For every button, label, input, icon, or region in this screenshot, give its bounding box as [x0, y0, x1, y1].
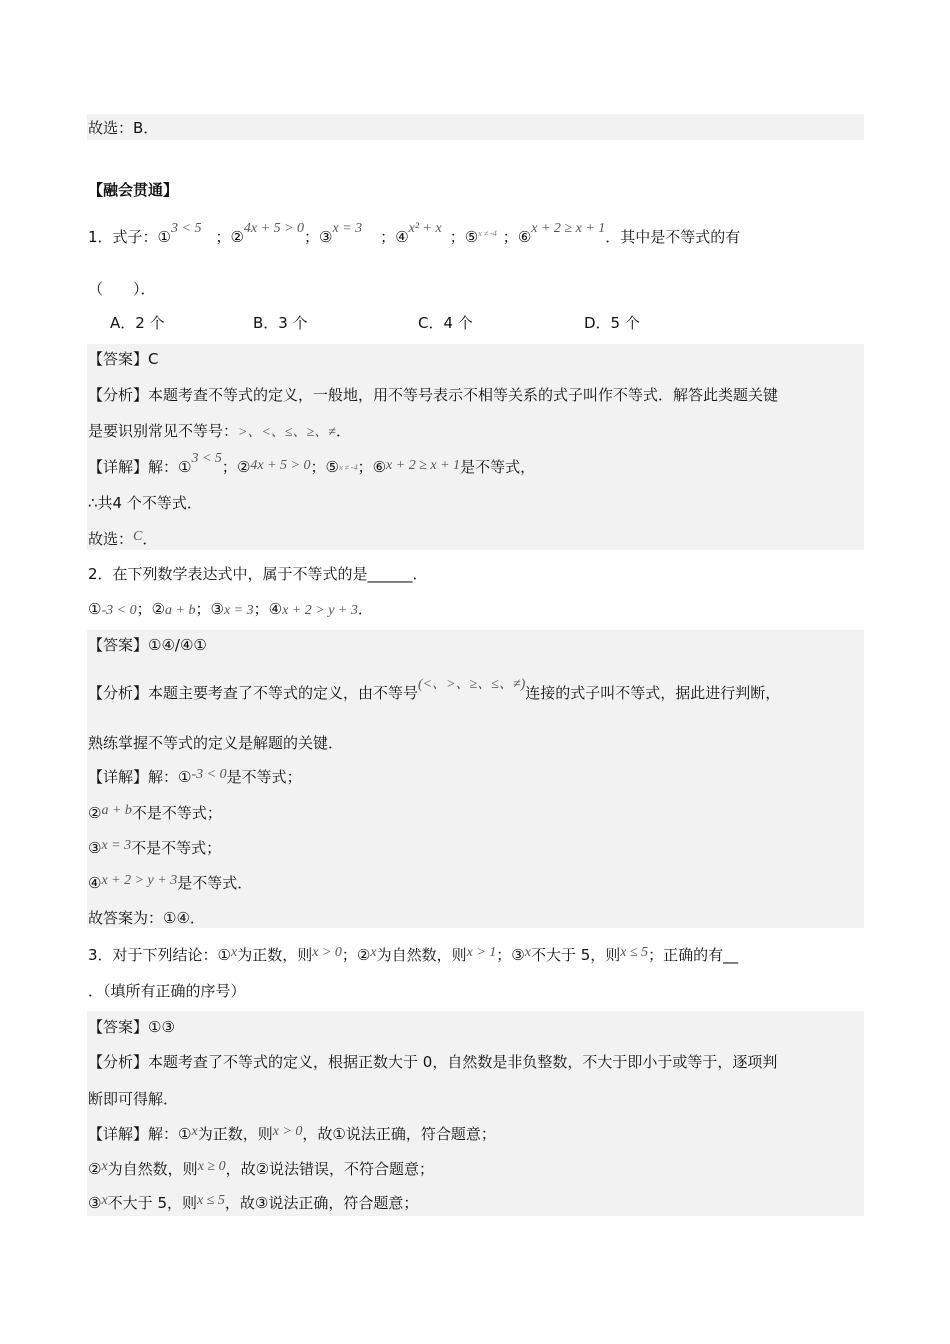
q1-marker-4: ④: [395, 228, 409, 246]
q3-stem-x3: x: [524, 945, 531, 960]
q1-option-a: A．2 个: [110, 314, 165, 332]
q2-expr-2: a + b: [165, 603, 196, 618]
q2-detail-marker-3: ③: [88, 839, 102, 857]
q2-detail-marker-4: ④: [88, 874, 102, 892]
q1-detail-expr-5: x ≠ -4: [338, 463, 358, 472]
q1-detail: [88, 451, 536, 481]
q1-answer: 【答案】C: [88, 350, 159, 368]
q2-detail-label: 【详解】解：: [88, 768, 179, 786]
q1-detail-sep-1: ；: [221, 458, 237, 476]
q1-detail-marker-5: ⑤: [325, 458, 339, 476]
q2-expr-4: x + 2 > y + 3: [282, 603, 358, 618]
q2-analysis-text: 【分析】本题主要考查了不等式的定义，由不等号: [88, 684, 419, 702]
q3-detail-label: 【详解】解：: [88, 1125, 179, 1143]
q2-detail-4: [88, 872, 252, 896]
q1-suffix: ．其中是不等式的有: [605, 228, 741, 246]
q3-detail-x3: x: [101, 1193, 108, 1208]
q1-expr-3: x = 3: [332, 221, 363, 236]
q1-expr-5: x ≠ -4: [478, 229, 497, 238]
q1-prefix: 1．式子：: [88, 228, 158, 246]
q2-sep-2: ；: [195, 600, 211, 618]
answer-block-q3: [87, 1011, 864, 1216]
q2-marker-3: ③: [210, 600, 224, 618]
prev-choose: 故选：B．: [88, 119, 159, 137]
q2-period: ．: [357, 600, 373, 618]
q3-detail-b1: 为正数，则: [197, 1125, 273, 1143]
q1-analysis-line2: [88, 420, 351, 444]
q2-detail-tail-3: 不是不等式；: [131, 839, 222, 857]
q2-marker-1: ①: [88, 600, 102, 618]
q3-stem-f: 不大于 5，则: [530, 946, 621, 964]
q3-detail-marker-3: ③: [88, 1194, 102, 1212]
q3-stem-line2: ．（填所有正确的序号）: [88, 982, 246, 1000]
q3-stem-a: 3．对于下列结论：①: [88, 946, 231, 964]
q3-stem-e: ；③: [496, 946, 525, 964]
q2-sep-1: ；: [136, 600, 152, 618]
q1-sep-4: ；: [449, 228, 465, 246]
q3-detail-ge0: x ≥ 0: [197, 1159, 226, 1174]
q2-detail-expr-2: a + b: [101, 803, 132, 818]
q2-analysis-line2: 熟练掌握不等式的定义是解题的关键．: [88, 734, 344, 752]
q2-analysis-line1: [88, 677, 781, 706]
q2-answer: 【答案】①④/④①: [88, 636, 207, 654]
q3-detail-tail-1: ，故①说法正确，符合题意；: [302, 1125, 496, 1143]
q2-detail-expr-4: x + 2 > y + 3: [101, 873, 178, 888]
q3-stem-gt0: x > 0: [312, 945, 342, 960]
q2-expr-1: -3 < 0: [101, 603, 137, 618]
q1-sep-3: ；: [380, 228, 396, 246]
q3-detail-le5: x ≤ 5: [196, 1193, 225, 1208]
q3-stem-x2: x: [370, 945, 377, 960]
q1-analysis-period: ．: [335, 422, 351, 440]
q1-detail-marker-2: ②: [236, 458, 251, 476]
q1-paren: （ ）．: [88, 280, 156, 298]
q2-marker-4: ④: [268, 600, 283, 618]
q3-detail-tail-3: ，故③说法正确，符合题意；: [224, 1194, 419, 1212]
q1-detail-label: 【详解】解：: [88, 458, 179, 476]
q2-stem: 2．在下列数学表达式中，属于不等式的是______．: [88, 565, 428, 583]
answer-block-prev: [87, 114, 864, 140]
q1-marker-6: ⑥: [517, 228, 532, 246]
q1-stem: [88, 221, 741, 251]
q1-choose-period: ．: [142, 530, 158, 548]
q1-detail-marker-1: ①: [178, 458, 192, 476]
q3-detail-x2: x: [101, 1159, 108, 1174]
answer-block-q1: [87, 344, 864, 550]
q3-detail-marker-1: ①: [178, 1125, 192, 1143]
q1-choose: [88, 528, 157, 552]
q1-choose-label: 故选：: [88, 530, 134, 548]
q3-stem-c: ；②: [341, 946, 371, 964]
q2-final: 故答案为：①④．: [88, 909, 205, 927]
q1-detail-sep-2: ；: [310, 458, 326, 476]
section-title: 【融会贯通】: [88, 181, 179, 199]
q3-detail-x1: x: [191, 1124, 198, 1139]
q1-expr-1: 3 < 5: [171, 221, 202, 236]
q2-detail-3: [88, 837, 221, 861]
q1-detail-expr-1: 3 < 5: [191, 451, 222, 466]
q2-analysis-tail: 连接的式子叫不等式，据此进行判断，: [525, 684, 781, 702]
q1-expr-2: 4x + 5 > 0: [243, 221, 305, 236]
q3-detail-2: [88, 1158, 434, 1182]
q1-analysis-line1: 【分析】本题考查不等式的定义，一般地，用不等号表示不相等关系的式子叫作不等式．解答此类题关键: [88, 386, 779, 404]
q2-detail-expr-1: -3 < 0: [191, 767, 227, 782]
q2-detail-tail-4: 是不等式．: [177, 874, 253, 892]
q2-detail-marker-2: ②: [88, 804, 102, 822]
q1-detail-sep-3: ；: [357, 458, 373, 476]
q1-sep-5: ；: [502, 228, 518, 246]
q2-marker-2: ②: [151, 600, 166, 618]
q1-option-d: D．5 个: [584, 314, 640, 332]
q1-marker-3: ③: [319, 228, 333, 246]
q3-detail-marker-2: ②: [88, 1160, 102, 1178]
q3-detail-1: [88, 1123, 496, 1147]
q1-analysis-text: 是要识别常见不等号：: [88, 422, 239, 440]
q1-sep-2: ；: [304, 228, 320, 246]
q1-option-c: C．4 个: [418, 314, 473, 332]
q1-expr-6: x + 2 ≥ x + 1: [531, 221, 606, 236]
q2-detail-tail-1: 是不等式；: [226, 768, 302, 786]
q3-analysis-line1: 【分析】本题考查了不等式的定义，根据正数大于 0，自然数是非负整数，不大于即小于或等于，逐项判: [88, 1053, 778, 1071]
q1-detail-expr-2: 4x + 5 > 0: [250, 458, 311, 473]
q3-stem-d: 为自然数，则: [376, 946, 467, 964]
q1-sep-1: ；: [215, 228, 231, 246]
q1-count: ∴共4 个不等式．: [88, 494, 202, 512]
q3-detail-f3: 不大于 5，则: [107, 1194, 197, 1212]
q2-detail-tail-2: 不是不等式；: [131, 804, 222, 822]
q3-stem-g: ；正确的有__: [648, 946, 739, 964]
q2-inequality-signs: (<、>、≥、≤、≠): [418, 677, 526, 692]
q3-detail-d2: 为自然数，则: [107, 1160, 198, 1178]
q2-expressions: [88, 598, 373, 622]
q1-inequality-signs: >、<、≤、≥、≠: [238, 425, 336, 440]
q1-detail-marker-6: ⑥: [372, 458, 387, 476]
q3-stem-x1: x: [231, 945, 238, 960]
q1-marker-1: ①: [157, 228, 171, 246]
q2-detail-2: [88, 802, 222, 826]
q1-detail-tail: 是不等式，: [460, 458, 536, 476]
q1-marker-5: ⑤: [464, 228, 479, 246]
q3-answer: 【答案】①③: [88, 1018, 175, 1036]
q1-marker-2: ②: [230, 228, 244, 246]
q3-stem-gt1: x > 1: [466, 945, 497, 960]
q2-detail-marker-1: ①: [178, 768, 192, 786]
q3-detail-gt0: x > 0: [272, 1124, 303, 1139]
q2-detail-1: [88, 766, 302, 790]
q1-option-b: B．3 个: [253, 314, 308, 332]
q2-expr-3: x = 3: [223, 603, 254, 618]
q3-stem-line1: [88, 944, 738, 968]
q3-detail-3: [88, 1192, 418, 1216]
q3-stem-le5: x ≤ 5: [620, 945, 649, 960]
q2-detail-expr-3: x = 3: [101, 838, 132, 853]
q2-sep-3: ；: [253, 600, 269, 618]
q3-detail-tail-2: ，故②说法错误，不符合题意；: [225, 1160, 435, 1178]
q1-choose-value: C: [133, 529, 143, 544]
q3-stem-b: 为正数，则: [237, 946, 313, 964]
q1-detail-expr-6: x + 2 ≥ x + 1: [386, 458, 461, 473]
q3-analysis-line2: 断即可得解．: [88, 1090, 179, 1108]
q1-expr-4: x² + x: [408, 221, 442, 236]
